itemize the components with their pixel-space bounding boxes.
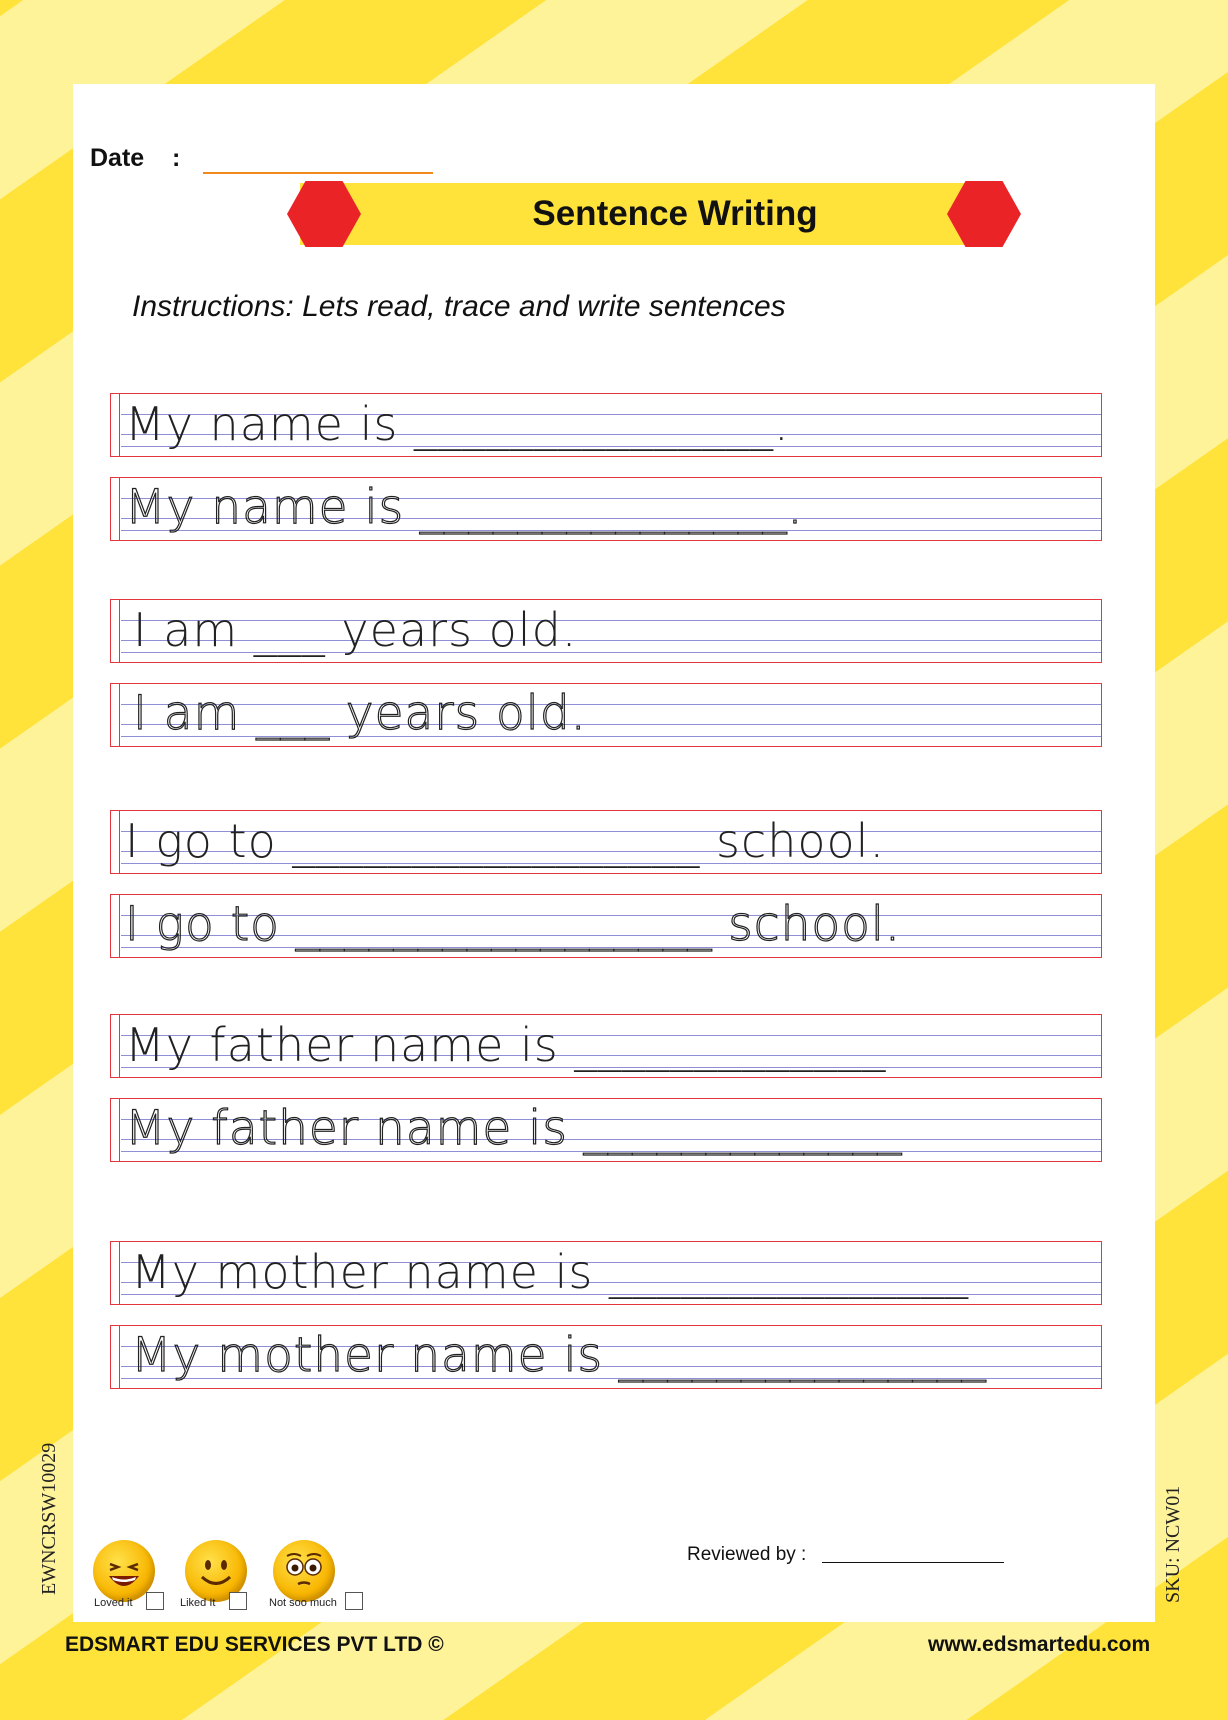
neutral-face-icon <box>273 1540 335 1602</box>
writing-band-trace[interactable] <box>110 1098 1102 1162</box>
model-sentence: I am ___ years old. <box>133 603 578 657</box>
writing-band-model <box>110 393 1102 457</box>
writing-band-model <box>110 599 1102 663</box>
model-sentence: My father name is _____________ <box>125 1018 887 1072</box>
trace-sentence: I am ___ years old. <box>133 686 587 741</box>
page-title: Sentence Writing <box>532 194 818 233</box>
model-sentence: My name is _______________. <box>125 397 790 451</box>
website-link[interactable]: www.edsmartedu.com <box>928 1633 1151 1656</box>
not-much-checkbox[interactable] <box>345 1592 363 1610</box>
writing-band-model <box>110 810 1102 874</box>
sku-code: SKU: NCW01 <box>1162 1485 1184 1603</box>
date-label: Date <box>90 144 145 172</box>
writing-band-model <box>110 1241 1102 1305</box>
writing-band-model <box>110 1014 1102 1078</box>
loved-it-label: Loved it <box>94 1597 133 1609</box>
reviewed-by-label: Reviewed by : <box>687 1544 807 1565</box>
model-sentence: My mother name is _______________ <box>131 1245 969 1299</box>
liked-it-label: Liked It <box>180 1597 216 1609</box>
trace-sentence: My name is _______________. <box>125 480 804 535</box>
worksheet-code: EWNCRSW10029 <box>38 1442 60 1595</box>
writing-band-trace[interactable] <box>110 477 1102 541</box>
trace-sentence: I go to _________________ school. <box>125 897 901 952</box>
company-name: EDSMART EDU SERVICES PVT LTD © <box>65 1633 444 1656</box>
loved-it-checkbox[interactable] <box>146 1592 164 1610</box>
writing-band-trace[interactable] <box>110 1325 1102 1389</box>
trace-sentence: My mother name is _______________ <box>131 1328 987 1383</box>
liked-it-checkbox[interactable] <box>229 1592 247 1610</box>
not-much-label: Not soo much <box>269 1597 337 1609</box>
date-colon: : <box>172 144 181 172</box>
date-input-line[interactable] <box>203 172 433 174</box>
instructions: Instructions: Lets read, trace and write sentences <box>132 290 786 323</box>
model-sentence: I go to _________________ school. <box>125 814 886 868</box>
writing-band-trace[interactable] <box>110 683 1102 747</box>
trace-sentence: My father name is _____________ <box>125 1101 903 1156</box>
reviewed-by-line[interactable] <box>822 1562 1004 1563</box>
writing-band-trace[interactable] <box>110 894 1102 958</box>
